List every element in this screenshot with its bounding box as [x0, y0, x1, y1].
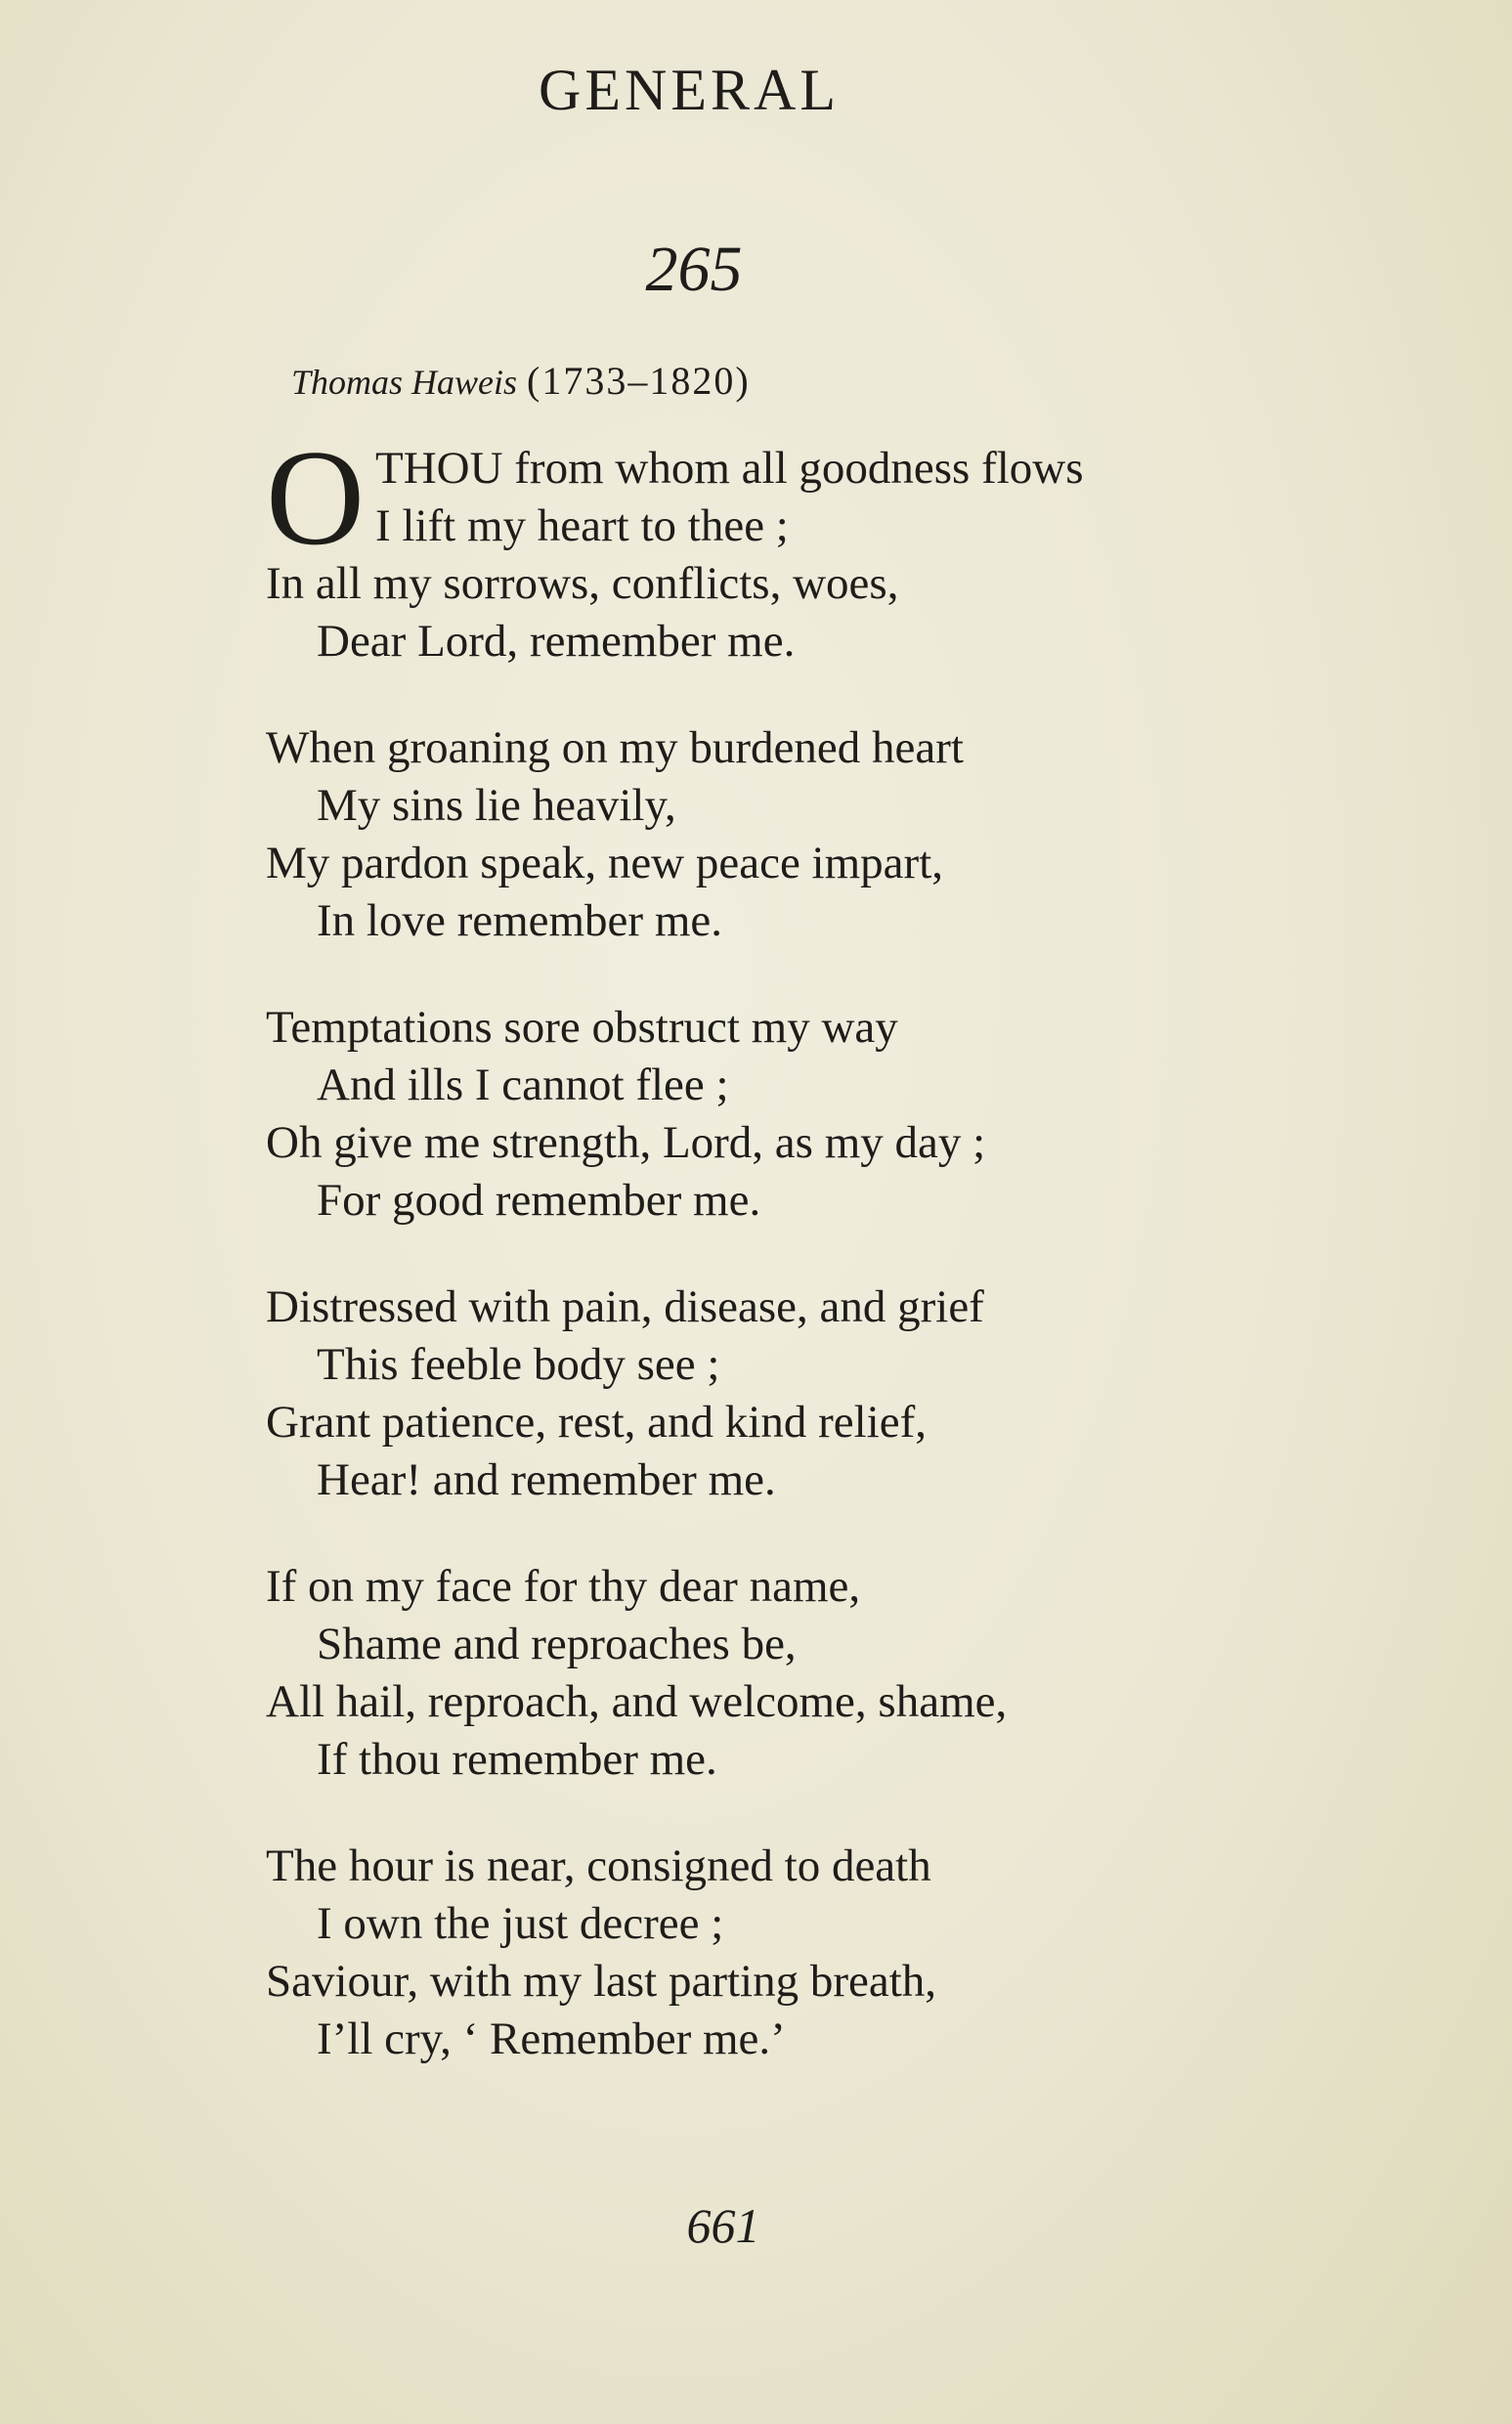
- stanza-line: I own the just decree ;: [317, 1898, 724, 1949]
- drop-cap: O: [266, 422, 366, 574]
- stanza-1: [266, 422, 1243, 671]
- stanza-line: Distressed with pain, disease, and grief: [266, 1281, 984, 1332]
- author-attribution: [291, 358, 751, 404]
- stanza-line: In all my sorrows, conflicts, woes,: [266, 558, 899, 609]
- stanza-line: My sins lie heavily,: [317, 780, 676, 831]
- stanza-3: [266, 999, 1243, 1230]
- stanza-line: All hail, reproach, and welcome, shame,: [266, 1676, 1008, 1727]
- stanza-line: My pardon speak, new peace impart,: [266, 838, 943, 888]
- stanza-line: In love remember me.: [317, 895, 722, 946]
- stanza-line: If on my face for thy dear name,: [266, 1561, 861, 1612]
- page-number: 661: [686, 2198, 760, 2253]
- stanza-line: Saviour, with my last parting breath,: [266, 1956, 937, 2007]
- author-dates: (1733–1820): [527, 359, 751, 403]
- stanza-line: Dear Lord, remember me.: [317, 616, 796, 667]
- author-name: Thomas Haweis: [291, 363, 518, 402]
- stanza-line: And ills I cannot flee ;: [317, 1060, 729, 1110]
- section-header: GENERAL: [539, 58, 840, 122]
- stanza-6: [266, 1838, 1243, 2068]
- hymn-text: [266, 422, 1243, 2117]
- stanza-line: Hear! and remember me.: [317, 1454, 776, 1505]
- stanza-5: [266, 1558, 1243, 1789]
- hymn-number: 265: [645, 234, 743, 305]
- stanza-line: For good remember me.: [317, 1175, 761, 1226]
- stanza-line: THOU from whom all goodness flows: [375, 443, 1084, 494]
- stanza-line: If thou remember me.: [317, 1734, 717, 1785]
- stanza-line: Oh give me strength, Lord, as my day ;: [266, 1117, 986, 1168]
- stanza-line: I lift my heart to thee ;: [375, 500, 789, 551]
- stanza-line: I’ll cry, ‘ Remember me.’: [317, 2013, 786, 2064]
- stanza-line: The hour is near, consigned to death: [266, 1840, 931, 1891]
- stanza-line: Shame and reproaches be,: [317, 1619, 797, 1669]
- stanza-line: This feeble body see ;: [317, 1339, 720, 1390]
- stanza-line: Grant patience, rest, and kind relief,: [266, 1397, 927, 1448]
- stanza-line: Temptations sore obstruct my way: [266, 1002, 898, 1053]
- stanza-line: When groaning on my burdened heart: [266, 722, 964, 773]
- stanza-4: [266, 1278, 1243, 1509]
- stanza-2: [266, 719, 1243, 950]
